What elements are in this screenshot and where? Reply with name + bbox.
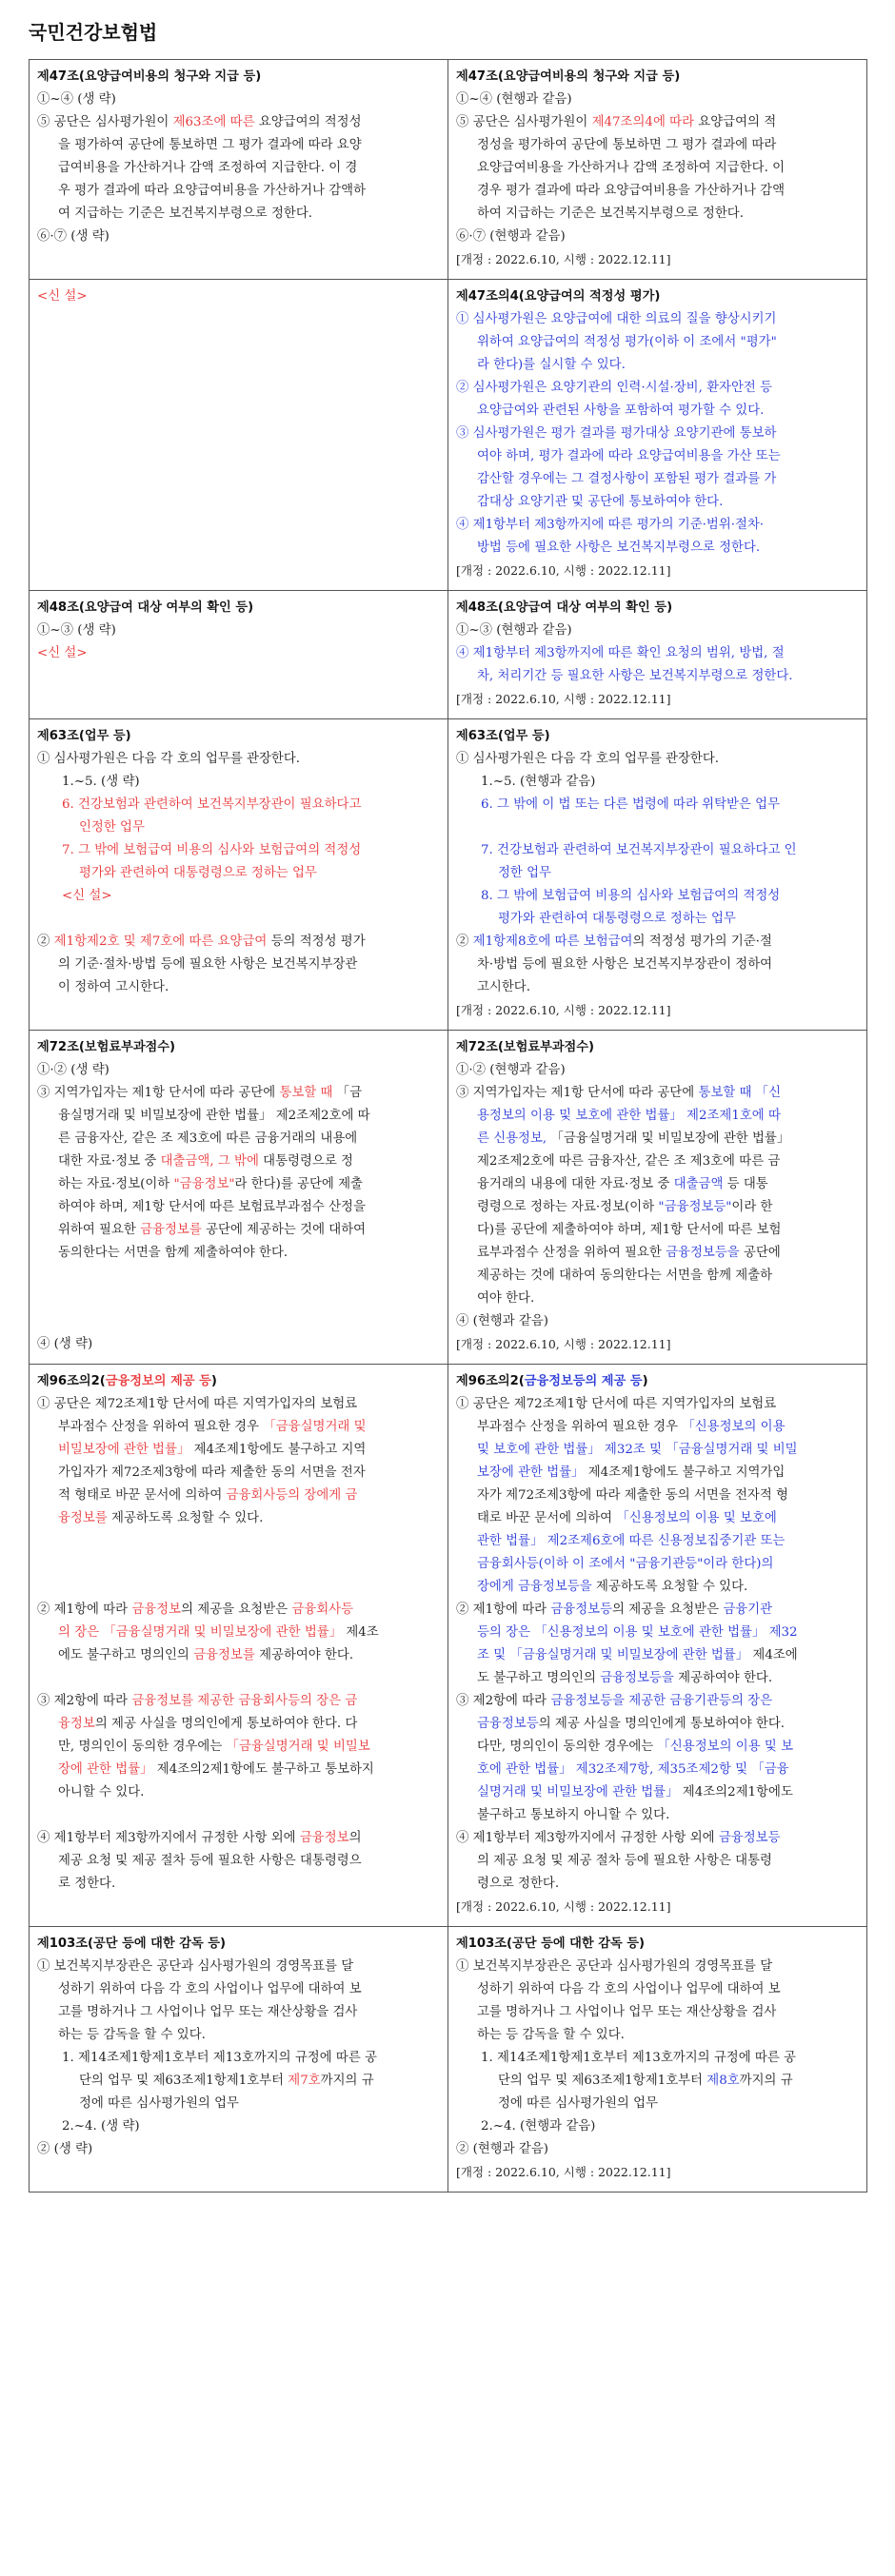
deleted-text: 융정보 xyxy=(58,1717,95,1731)
text-line: 도 불구하고 명의인의 금융정보등을 제공하여야 한다. xyxy=(477,1671,773,1685)
spacer xyxy=(456,816,859,839)
text-line: 제공 요청 및 제공 절차 등에 필요한 사항은 대통령령으 xyxy=(58,1854,362,1868)
text-line: 자가 제72조제3항에 따라 제출한 동의 서면을 전자적 형 xyxy=(477,1488,788,1503)
amended-text: 금융정보등 xyxy=(718,1831,781,1845)
text-line xyxy=(456,445,859,468)
text-line: 1.~5. (현행과 같음) xyxy=(481,775,596,789)
amended-text: 용정보의 이용 및 보호에 관한 법률」 제2조제1호에 따 xyxy=(477,1109,781,1123)
text-line: 실명거래 및 비밀보장에 관한 법률」 제4조의2제1항에도 xyxy=(477,1785,793,1799)
spacer xyxy=(37,1530,440,1599)
amended-text: 른 신용정보, xyxy=(477,1131,547,1146)
text-line: 제2조제2호에 따른 금융자산, 같은 조 제3호에 따른 금 xyxy=(477,1154,781,1169)
text-line: ③ 지역가입자는 제1항 단서에 따라 공단에 통보할 때 「금 xyxy=(37,1086,363,1100)
amended-text: 「신용정보의 이용 및 보 xyxy=(657,1740,794,1754)
text-line: 우 평가 결과에 따라 요양급여비용을 가산하거나 감액하 xyxy=(58,184,367,198)
deleted-text: <신 설> xyxy=(37,289,88,304)
amended-law-cell xyxy=(448,60,867,280)
deleted-text: <신 설> xyxy=(62,889,112,903)
text-line: 여 지급하는 기준은 보건복지부령으로 정한다. xyxy=(58,206,313,221)
text-line: 위하여 필요한 금융정보를 공단에 제공하는 것에 대하여 xyxy=(58,1223,367,1237)
amended-text: 장에게 금융정보등을 xyxy=(477,1580,592,1594)
amended-text: 대출금액 xyxy=(673,1177,724,1191)
text-line: 하여 지급하는 기준은 보건복지부령으로 정한다. xyxy=(477,206,744,221)
article-heading: 제72조(보험료부과점수) xyxy=(37,1040,176,1054)
amended-text: 및 보호에 관한 법률」 제32조 및 「금융실명거래 및 비밀 xyxy=(477,1443,798,1457)
text-line: ② 제1항제2호 및 제7호에 따른 요양급여 등의 적정성 평가 xyxy=(37,934,366,949)
current-law-cell xyxy=(30,719,448,1031)
text-line: ③ 지역가입자는 제1항 단서에 따라 공단에 통보할 때 「신 xyxy=(456,1086,782,1100)
deleted-text: 7. 그 밖에 보험급여 비용의 심사와 보험급여의 적정성 xyxy=(62,843,362,857)
amended-text: 금융정보등을 xyxy=(666,1246,740,1260)
text-line: 의 기준·절차·방법 등에 필요한 사항은 보건복지부장관 xyxy=(58,957,358,972)
amended-text: 「신용정보의 이용 xyxy=(682,1420,786,1434)
text-line: ① 심사평가원은 다음 각 호의 업무를 관장한다. xyxy=(37,752,301,766)
text-line: ① 심사평가원은 다음 각 호의 업무를 관장한다. xyxy=(456,752,720,766)
article-heading: 제47조(요양급여비용의 청구와 지급 등) xyxy=(37,69,262,84)
text-line: ① 보건복지부장관은 공단과 심사평가원의 경영목표를 달 xyxy=(456,1959,773,1974)
text-line xyxy=(456,794,859,816)
article-heading: 제63조(업무 등) xyxy=(456,729,550,743)
deleted-text: 금융정보를 xyxy=(140,1223,202,1237)
amended-text: 여야 하며, 평가 결과에 따라 요양급여비용을 가산 또는 xyxy=(477,449,781,463)
text-line: 하는 자료·정보(이하 "금융정보"라 한다)를 공단에 제출 xyxy=(58,1177,363,1191)
table-row xyxy=(30,1365,867,1927)
amended-text: 금융기관 xyxy=(723,1603,773,1617)
article-heading: 제103조(공단 등에 대한 감독 등) xyxy=(37,1937,227,1951)
amended-text: 금융정보등 xyxy=(477,1717,539,1731)
amended-text: 조 및 「금융실명거래 및 비밀보장에 관한 법률」 xyxy=(477,1648,749,1662)
text-line xyxy=(456,491,859,514)
text-line xyxy=(456,468,859,491)
deleted-text: 「금융실명거래 및 비밀보 xyxy=(226,1740,370,1754)
text-line: 정에 따른 심사평가원의 업무 xyxy=(498,2096,658,2111)
article-heading: 제63조(업무 등) xyxy=(37,729,131,743)
amended-text: 금융정보등 xyxy=(550,1603,613,1617)
text-line: ③ 제2항에 따라 금융정보등을 제공한 금융기관등의 장은 xyxy=(456,1694,773,1708)
deleted-text: 제47조의4에 따라 xyxy=(591,115,695,129)
current-law-cell xyxy=(30,591,448,719)
deleted-text: 인정한 업무 xyxy=(79,820,145,835)
amended-law-cell xyxy=(448,719,867,1031)
text-line xyxy=(456,908,859,931)
text-line xyxy=(37,285,440,308)
text-line xyxy=(456,839,859,862)
text-line: 차·방법 등에 필요한 사항은 보건복지부장관이 정하여 xyxy=(477,957,773,972)
deleted-text: 장에 관한 법률」 xyxy=(58,1762,153,1777)
page-title: 국민건강보험법 xyxy=(29,21,158,44)
text-line: ④ 제1항부터 제3항까지에서 규정한 사항 외에 금융정보의 xyxy=(37,1831,362,1845)
spacer xyxy=(37,1804,440,1827)
amended-text: 금융회사등(이하 이 조에서 "금융기관등"이라 한다)의 xyxy=(477,1557,774,1571)
text-line: ①·② (현행과 같음) xyxy=(456,1063,566,1077)
deleted-text: 금융회사등 xyxy=(291,1603,354,1617)
current-law-cell xyxy=(30,1365,448,1927)
text-line: 을 평가하여 공단에 통보하면 그 평가 결과에 따라 요양 xyxy=(58,138,362,152)
amended-text: ③ 심사평가원은 평가 결과를 평가대상 요양기관에 통보하 xyxy=(456,426,777,441)
deleted-text: 금융정보 xyxy=(299,1831,349,1845)
text-line: ④ (현행과 같음) xyxy=(456,1314,549,1328)
text-line: ⑥·⑦ (현행과 같음) xyxy=(456,229,566,244)
text-line xyxy=(456,885,859,908)
table-row xyxy=(30,280,867,591)
spacer xyxy=(37,1667,440,1690)
amended-text: 「신용정보의 이용 및 보호에 xyxy=(616,1511,777,1525)
text-line: ⑥·⑦ (생 략) xyxy=(37,229,109,244)
text-line: 2.~4. (생 략) xyxy=(62,2119,140,2134)
text-line xyxy=(456,423,859,445)
text-line: 장에게 금융정보등을 제공하도록 요청할 수 있다. xyxy=(477,1580,748,1594)
text-line: 단의 업무 및 제63조제1항제1호부터 제7호까지의 규 xyxy=(79,2074,374,2088)
amendment-stamp: [개정 : 2022.6.10, 시행 : 2022.12.11] xyxy=(456,2165,671,2179)
text-line: 하는 등 감독을 할 수 있다. xyxy=(58,2028,206,2042)
amended-text: 평가와 관련하여 대통령령으로 정하는 업무 xyxy=(498,912,736,926)
text-line: 령으로 정한다. xyxy=(477,1877,560,1891)
text-line: ①·② (생 략) xyxy=(37,1063,109,1077)
text-line xyxy=(456,537,859,560)
text-line xyxy=(456,1105,859,1128)
text-line xyxy=(456,1622,859,1644)
text-line: 적 형태로 바꾼 문서에 의하여 금융회사등의 장에게 금 xyxy=(58,1488,358,1503)
amended-text: 감산할 경우에는 그 결정사항이 포함된 평가 결과를 가 xyxy=(477,472,777,486)
deleted-text: 금융회사등의 장에게 금 xyxy=(226,1488,358,1503)
amended-text: "금융정보등" xyxy=(658,1200,732,1214)
text-line: 여야 한다. xyxy=(477,1291,535,1306)
text-line: 료부과점수 산정을 위하여 필요한 금융정보등을 공단에 xyxy=(477,1246,781,1260)
text-line: 1.~5. (생 략) xyxy=(62,775,140,789)
text-line: 제공하는 것에 대하여 동의한다는 서면을 함께 제출하 xyxy=(477,1268,773,1283)
amendment-stamp: [개정 : 2022.6.10, 시행 : 2022.12.11] xyxy=(456,563,671,578)
text-line xyxy=(37,885,440,908)
amended-text: 등의 장은 「신용정보의 이용 및 보호에 관한 법률」 제32 xyxy=(477,1625,798,1640)
text-line xyxy=(456,1530,859,1553)
amended-text: 차, 처리기간 등 필요한 사항은 보건복지부령으로 정한다. xyxy=(477,669,793,683)
text-line: 령령으로 정하는 자료·정보(이하 "금융정보등"이라 한 xyxy=(477,1200,773,1214)
amended-text: 방법 등에 필요한 사항은 보건복지부령으로 정한다. xyxy=(477,541,761,555)
current-law-cell xyxy=(30,1031,448,1365)
text-line: 하는 등 감독을 할 수 있다. xyxy=(477,2028,625,2042)
article-heading: 제47조(요양급여비용의 청구와 지급 등) xyxy=(456,69,681,84)
amended-text: 통보할 때 「신 xyxy=(698,1086,782,1100)
text-line: 로 정한다. xyxy=(58,1877,116,1891)
article-heading: 제48조(요양급여 대상 여부의 확인 등) xyxy=(37,600,254,615)
amended-law-cell xyxy=(448,1927,867,2193)
deleted-text: 비밀보장에 관한 법률」 xyxy=(58,1443,190,1457)
article-heading: 제47조의4(요양급여의 적정성 평가) xyxy=(456,289,661,304)
article-heading: 제72조(보험료부과점수) xyxy=(456,1040,595,1054)
text-line: ①~③ (생 략) xyxy=(37,623,116,638)
text-line: 의 제공 요청 및 제공 절차 등에 필요한 사항은 대통령 xyxy=(477,1854,772,1868)
amended-text: 제8호 xyxy=(706,2074,740,2088)
text-line xyxy=(37,862,440,885)
text-line: 태로 바꾼 문서에 의하여 「신용정보의 이용 및 보호에 xyxy=(477,1511,777,1525)
deleted-text: 금융정보를 제공한 금융회사등의 장은 금 xyxy=(131,1694,358,1708)
text-line: 에도 불구하고 명의인의 금융정보를 제공하여야 한다. xyxy=(58,1648,354,1662)
text-line: ① 공단은 제72조제1항 단서에 따른 지역가입자의 보험료 xyxy=(37,1397,358,1411)
deleted-text: 제63조에 따른 xyxy=(172,115,255,129)
text-line: ①~④ (현행과 같음) xyxy=(456,92,572,107)
text-line xyxy=(456,1553,859,1576)
text-line xyxy=(456,1439,859,1462)
text-line: 성하기 위하여 다음 각 호의 사업이나 업무에 대하여 보 xyxy=(477,1982,781,1996)
amendment-stamp: [개정 : 2022.6.10, 시행 : 2022.12.11] xyxy=(456,252,671,266)
text-line: ① 공단은 제72조제1항 단서에 따른 지역가입자의 보험료 xyxy=(456,1397,777,1411)
current-law-cell xyxy=(30,280,448,591)
amended-text: 감대상 요양기관 및 공단에 통보하여야 한다. xyxy=(477,495,724,509)
text-line: ② 제1항제8호에 따른 보험급여의 적정성 평가의 기준·절 xyxy=(456,934,772,949)
text-line: ③ 제2항에 따라 금융정보를 제공한 금융회사등의 장은 금 xyxy=(37,1694,358,1708)
amended-text: 실명거래 및 비밀보장에 관한 법률」 xyxy=(477,1785,679,1799)
text-line xyxy=(37,794,440,816)
text-line: ④ 제1항부터 제3항까지에서 규정한 사항 외에 금융정보등 xyxy=(456,1831,781,1845)
deleted-text: 제7호 xyxy=(288,2074,321,2088)
article-heading: 제103조(공단 등에 대한 감독 등) xyxy=(456,1937,646,1951)
text-line: 융거래의 내용에 대한 자료·정보 중 대출금액 등 대통 xyxy=(477,1177,768,1191)
text-line: ④ (생 략) xyxy=(37,1337,93,1351)
amended-law-cell xyxy=(448,280,867,591)
amended-text: 금융정보등을 제공한 금융기관등의 장은 xyxy=(550,1694,773,1708)
text-line xyxy=(456,308,859,331)
text-line xyxy=(456,377,859,400)
comparison-table-body xyxy=(30,60,867,2193)
amendment-stamp: [개정 : 2022.6.10, 시행 : 2022.12.11] xyxy=(456,1337,671,1351)
table-row xyxy=(30,1031,867,1365)
text-line: 융정보를 제공하도록 요청할 수 있다. xyxy=(58,1511,264,1525)
amendment-stamp: [개정 : 2022.6.10, 시행 : 2022.12.11] xyxy=(456,692,671,706)
text-line: 른 신용정보, 「금융실명거래 및 비밀보장에 관한 법률」 xyxy=(477,1131,790,1146)
deleted-text: 융정보를 xyxy=(58,1511,108,1525)
text-line xyxy=(456,862,859,885)
amended-law-cell xyxy=(448,591,867,719)
amended-text: 관한 법률」 제2조제6호에 따른 신용정보집중기관 또는 xyxy=(477,1534,786,1548)
text-line: 하여야 하며, 제1항 단서에 따른 보험료부과점수 산정을 xyxy=(58,1200,366,1214)
text-line: ② 제1항에 따라 금융정보의 제공을 요청받은 금융회사등 xyxy=(37,1603,354,1617)
amended-text: 라 한다)를 실시할 수 있다. xyxy=(477,358,626,372)
text-line: 단의 업무 및 제63조제1항제1호부터 제8호까지의 규 xyxy=(498,2074,793,2088)
table-row xyxy=(30,591,867,719)
amended-text: 요양급여와 관련된 사항을 포함하여 평가할 수 있다. xyxy=(477,403,765,418)
deleted-text: 금융정보 xyxy=(131,1603,182,1617)
text-line: 부과점수 산정을 위하여 필요한 경우 「금융실명거래 및 xyxy=(58,1420,367,1434)
amended-text: ④ 제1항부터 제3항까지에 따른 평가의 기준·범위·절차· xyxy=(456,518,765,532)
text-line xyxy=(456,665,859,688)
text-line: 비밀보장에 관한 법률」 제4조제1항에도 불구하고 지역 xyxy=(58,1443,367,1457)
text-line: 요양급여비용을 가산하거나 감액 조정하여 지급한다. 이 xyxy=(477,161,786,175)
text-line: 만, 명의인이 동의한 경우에는 「금융실명거래 및 비밀보 xyxy=(58,1740,370,1754)
text-line: 2.~4. (현행과 같음) xyxy=(481,2119,596,2134)
deleted-text: 대출금액, 그 밖에 xyxy=(160,1154,259,1169)
text-line: 고시한다. xyxy=(477,980,530,994)
deleted-text: 6. 건강보험과 관련하여 보건복지부장관이 필요하다고 xyxy=(62,797,362,812)
table-row xyxy=(30,60,867,280)
deleted-text: 제1항제2호 및 제7호에 따른 요양급여 xyxy=(53,934,268,949)
amended-text: 호에 관한 법률」 제32조제7항, 제35조제2항 및 「금융 xyxy=(477,1762,789,1777)
amended-law-cell xyxy=(448,1365,867,1927)
text-line xyxy=(456,514,859,537)
amendment-stamp: [개정 : 2022.6.10, 시행 : 2022.12.11] xyxy=(456,1003,671,1017)
text-line: ② (현행과 같음) xyxy=(456,2142,549,2156)
text-line: 부과점수 산정을 위하여 필요한 경우 「신용정보의 이용 xyxy=(477,1420,786,1434)
text-line: 이 정하여 고시한다. xyxy=(58,980,169,994)
text-line: 고를 명하거나 그 사업이나 업무 또는 재산상황을 검사 xyxy=(477,2005,777,2019)
text-line: 정에 따른 심사평가원의 업무 xyxy=(79,2096,239,2111)
amended-text: 보장에 관한 법률」 xyxy=(477,1465,585,1480)
text-line: 조 및 「금융실명거래 및 비밀보장에 관한 법률」 제4조에 xyxy=(477,1648,798,1662)
text-line: 다)를 공단에 제출하여야 하며, 제1항 단서에 따른 보험 xyxy=(477,1223,782,1237)
deleted-text: 평가와 관련하여 대통령령으로 정하는 업무 xyxy=(79,866,317,880)
amended-text: ④ 제1항부터 제3항까지에 따른 확인 요청의 범위, 방법, 절 xyxy=(456,646,785,660)
text-line: 보장에 관한 법률」 제4조제1항에도 불구하고 지역가입 xyxy=(477,1465,786,1480)
deleted-text: 「금융실명거래 및 xyxy=(263,1420,367,1434)
comparison-table xyxy=(29,59,867,2193)
text-line: ② 제1항에 따라 금융정보등의 제공을 요청받은 금융기관 xyxy=(456,1603,773,1617)
text-line: 성하기 위하여 다음 각 호의 사업이나 업무에 대하여 보 xyxy=(58,1982,362,1996)
text-line: 대한 자료·정보 중 대출금액, 그 밖에 대통령령으로 정 xyxy=(58,1154,353,1169)
text-line: 다만, 명의인이 동의한 경우에는 「신용정보의 이용 및 보 xyxy=(477,1740,794,1754)
text-line: 른 금융자산, 같은 조 제3호에 따른 금융거래의 내용에 xyxy=(58,1131,358,1146)
text-line: 1. 제14조제1항제1호부터 제13호까지의 규정에 따른 공 xyxy=(62,2051,377,2065)
text-line: 장에 관한 법률」 제4조의2제1항에도 불구하고 통보하지 xyxy=(58,1762,374,1777)
deleted-text: 통보할 때 xyxy=(279,1086,333,1100)
current-law-cell xyxy=(30,1927,448,2193)
amended-text: ② 심사평가원은 요양기관의 인력·시설·장비, 환자안전 등 xyxy=(456,381,773,395)
deleted-text: 금융정보를 xyxy=(193,1648,255,1662)
text-line: 융실명거래 및 비밀보장에 관한 법률」 제2조제2호에 따 xyxy=(58,1109,370,1123)
text-line: ①~③ (현행과 같음) xyxy=(456,623,572,638)
text-line xyxy=(37,816,440,839)
text-line xyxy=(456,642,859,665)
text-line: 금융정보등의 제공 사실을 명의인에게 통보하여야 한다. xyxy=(477,1717,786,1731)
deleted-text: "금융정보" xyxy=(173,1177,235,1191)
amended-text: ① 심사평가원은 요양급여에 대한 의료의 질을 향상시키기 xyxy=(456,312,777,326)
amended-text: 금융정보등의 제공 등 xyxy=(524,1374,643,1388)
text-line: 정성을 평가하여 공단에 통보하면 그 평가 결과에 따라 xyxy=(477,138,777,152)
deleted-text: <신 설> xyxy=(37,646,88,660)
text-line: 동의한다는 서면을 함께 제출하여야 한다. xyxy=(58,1246,288,1260)
text-line: 고를 명하거나 그 사업이나 업무 또는 재산상황을 검사 xyxy=(58,2005,358,2019)
text-line: 의 장은 「금융실명거래 및 비밀보장에 관한 법률」 제4조 xyxy=(58,1625,379,1640)
amended-text: 위하여 요양급여의 적정성 평가(이하 이 조에서 "평가" xyxy=(477,335,777,349)
text-line: 가입자가 제72조제3항에 따라 제출한 동의 서면을 전자 xyxy=(58,1465,366,1480)
amendment-stamp: [개정 : 2022.6.10, 시행 : 2022.12.11] xyxy=(456,1899,671,1914)
text-line: 불구하고 통보하지 아니할 수 있다. xyxy=(477,1808,670,1822)
amended-law-cell xyxy=(448,1031,867,1365)
article-heading: 제96조의2(금융정보의 제공 등) xyxy=(37,1374,217,1388)
current-law-cell xyxy=(30,60,448,280)
article-heading: 제96조의2(금융정보등의 제공 등) xyxy=(456,1374,648,1388)
text-line: ① 보건복지부장관은 공단과 심사평가원의 경영목표를 달 xyxy=(37,1959,354,1974)
text-line: 융정보의 제공 사실을 명의인에게 통보하여야 한다. 다 xyxy=(58,1717,358,1731)
text-line xyxy=(456,354,859,377)
text-line xyxy=(456,1759,859,1781)
deleted-text: 의 장은 「금융실명거래 및 비밀보장에 관한 법률」 xyxy=(58,1625,343,1640)
deleted-text: 금융정보의 제공 등 xyxy=(105,1374,211,1388)
table-row xyxy=(30,1927,867,2193)
text-line xyxy=(456,400,859,423)
text-line xyxy=(37,839,440,862)
amended-text: 제1항제8호에 따른 보험급여 xyxy=(472,934,633,949)
article-heading: 제48조(요양급여 대상 여부의 확인 등) xyxy=(456,600,673,615)
text-line: 급여비용을 가산하거나 감액 조정하여 지급한다. 이 경 xyxy=(58,161,358,175)
amended-text: 금융정보등을 xyxy=(600,1671,674,1685)
text-line: ①~④ (생 략) xyxy=(37,92,116,107)
text-line: 아니할 수 있다. xyxy=(58,1785,145,1799)
text-line: ② (생 략) xyxy=(37,2142,93,2156)
spacer xyxy=(37,908,440,931)
text-line xyxy=(37,642,440,665)
text-line: 1. 제14조제1항제1호부터 제13호까지의 규정에 따른 공 xyxy=(481,2051,796,2065)
text-line xyxy=(456,331,859,354)
amended-text: 7. 건강보험과 관련하여 보건복지부장관이 필요하다고 인 xyxy=(481,843,797,857)
text-line: 경우 평가 결과에 따라 요양급여비용을 가산하거나 감액 xyxy=(477,184,786,198)
amended-text: 8. 그 밖에 보험급여 비용의 심사와 보험급여의 적정성 xyxy=(481,889,781,903)
table-row xyxy=(30,719,867,1031)
spacer xyxy=(37,1265,440,1333)
text-line: ⑤ 공단은 심사평가원이 제47조의4에 따라 요양급여의 적 xyxy=(456,115,777,129)
amended-text: 정한 업무 xyxy=(498,866,551,880)
amended-text: 6. 그 밖에 이 법 또는 다른 법령에 따라 위탁받은 업무 xyxy=(481,797,781,812)
text-line: ⑤ 공단은 심사평가원이 제63조에 따른 요양급여의 적정성 xyxy=(37,115,362,129)
